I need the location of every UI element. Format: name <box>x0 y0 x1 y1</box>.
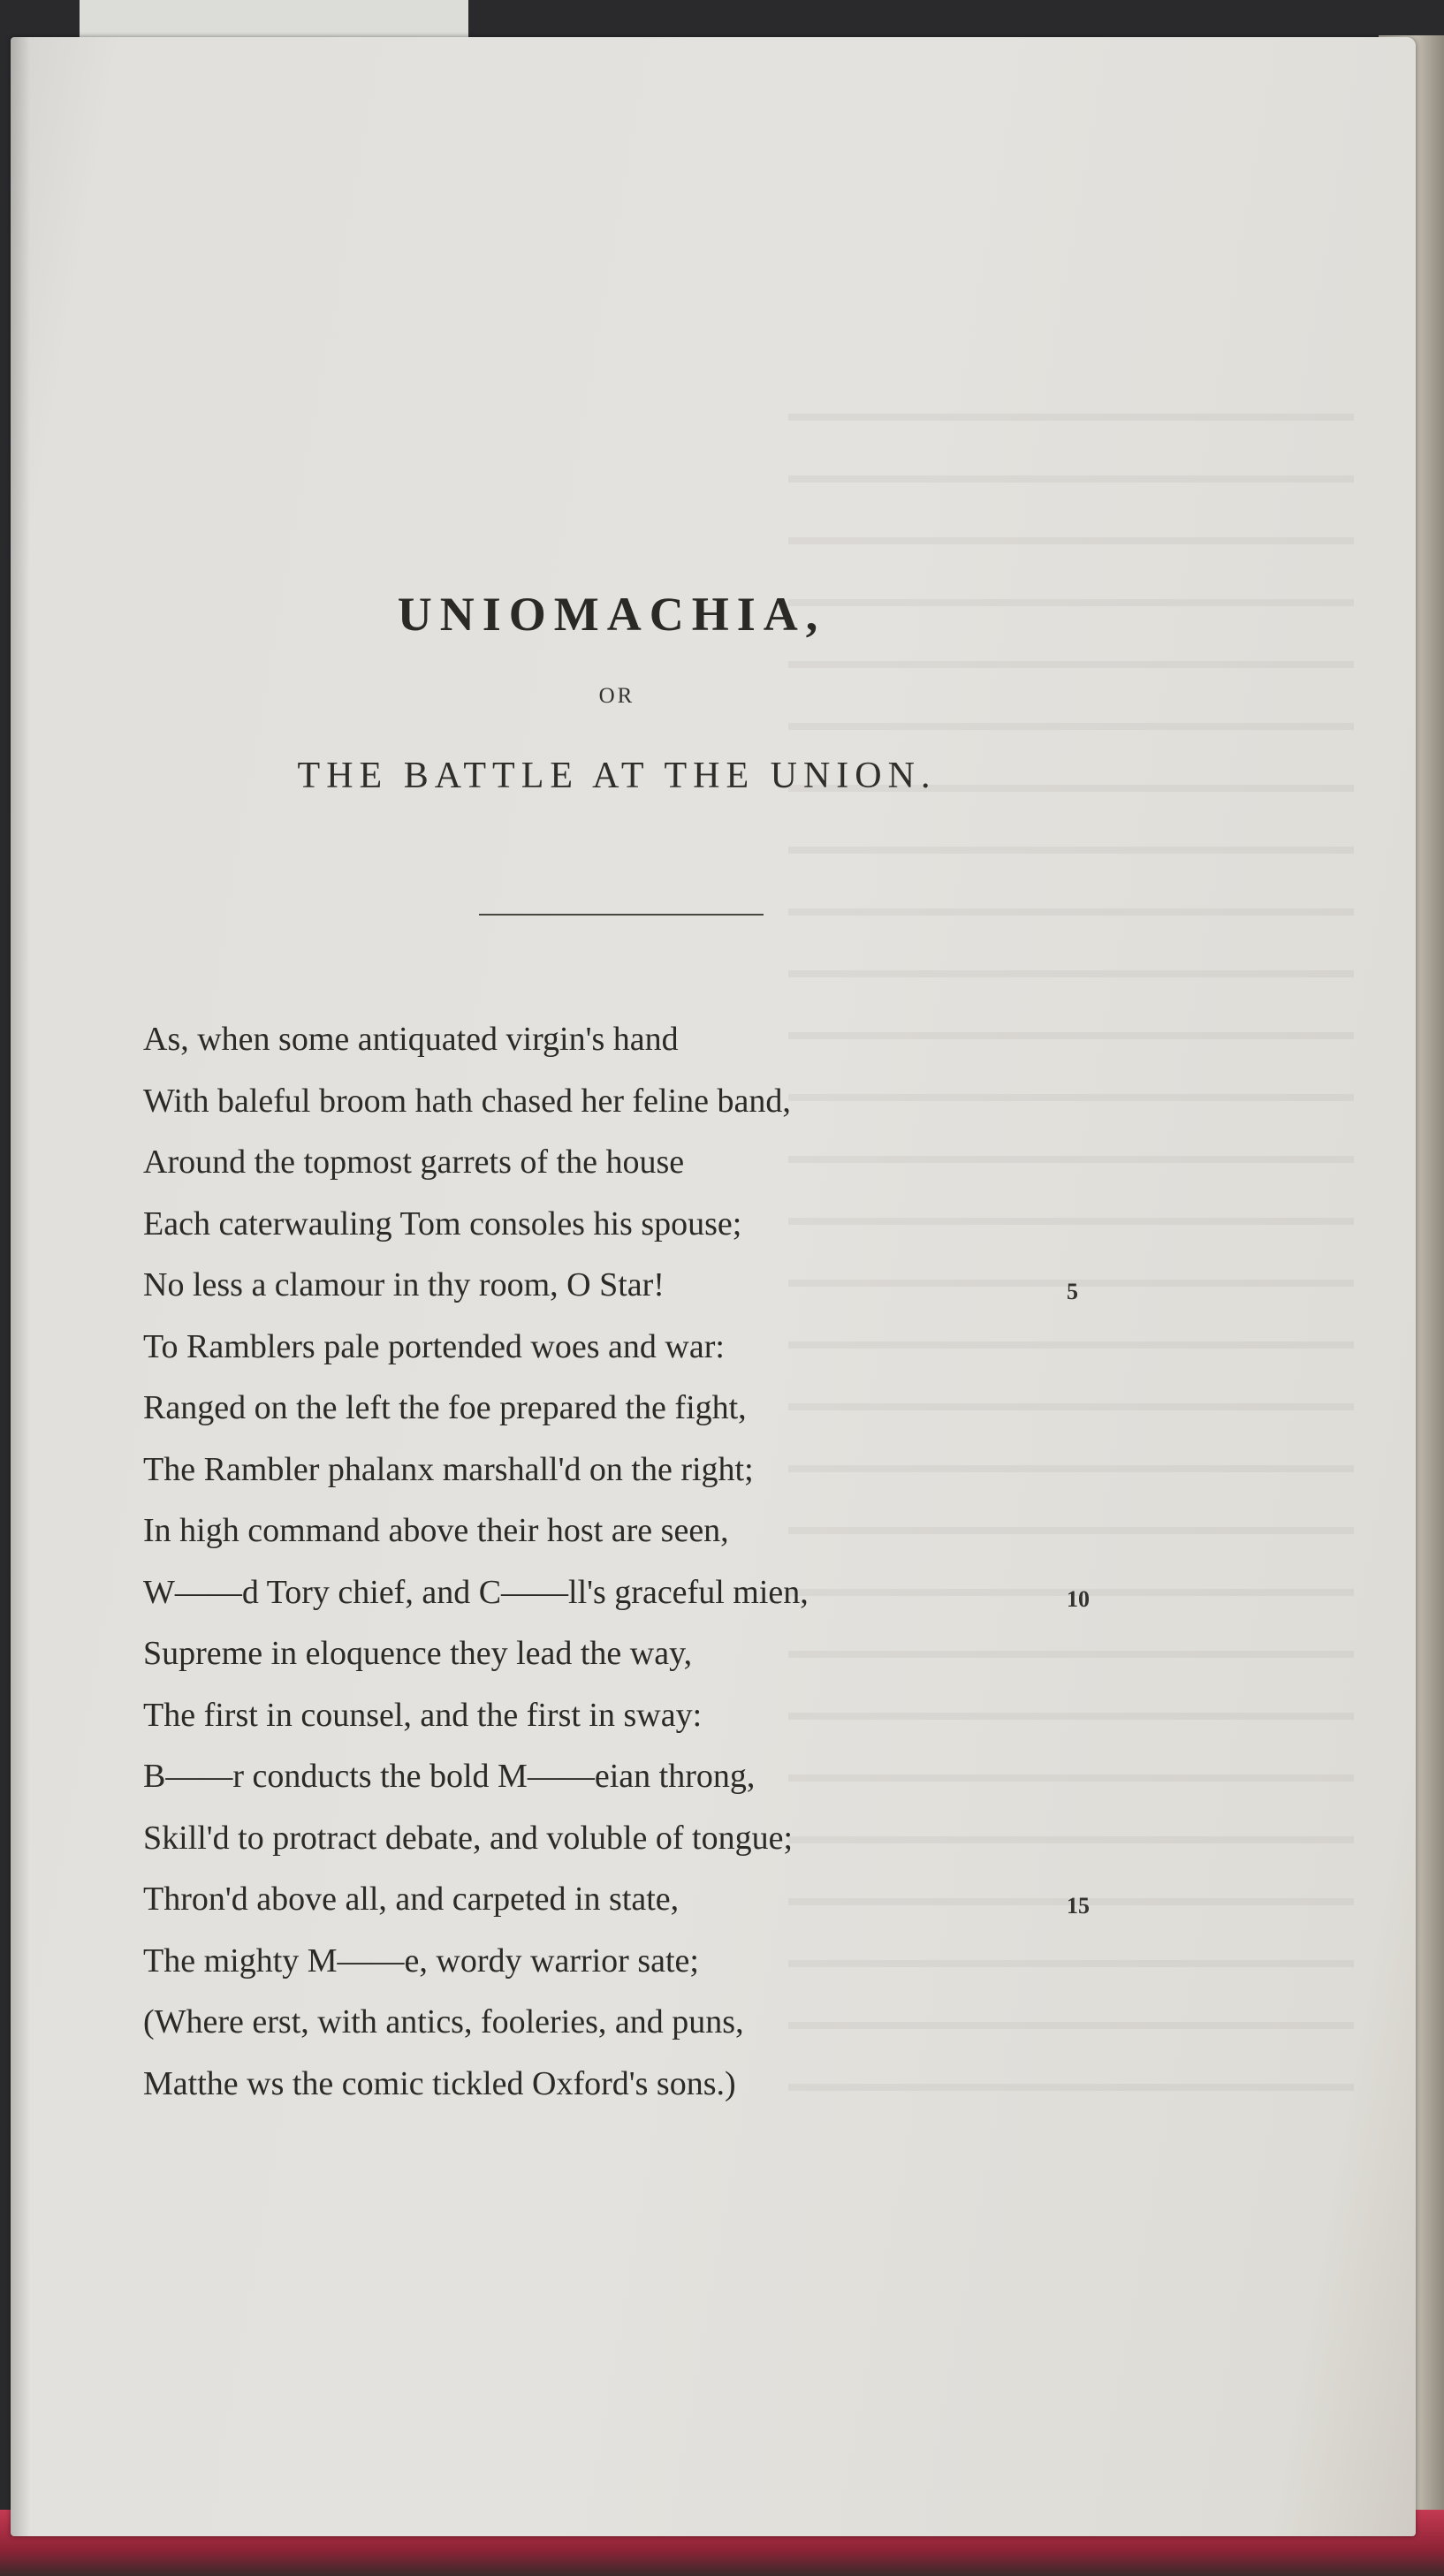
poem-line-text: To Ramblers pale portended woes and war: <box>143 1327 725 1365</box>
poem-line-text: The first in counsel, and the first in sway: <box>143 1696 703 1734</box>
poem-line <box>143 1692 1292 1754</box>
poem-line-text: Skill'd to protract debate, and voluble of tongue; <box>143 1819 794 1857</box>
poem-line <box>143 1447 1292 1508</box>
poem-line <box>143 1999 1292 2061</box>
poem-line-text: Thron'd above all, and carpeted in state, <box>143 1881 680 1918</box>
line-number: 10 <box>1067 1585 1090 1612</box>
poem-line <box>143 1876 1292 1938</box>
poem-line-text: (Where erst, with antics, fooleries, and puns, <box>143 2003 744 2040</box>
poem-subtitle: THE BATTLE AT THE UNION. <box>297 756 937 796</box>
poem-line-text: With baleful broom hath chased her feline band, <box>143 1082 791 1120</box>
poem-line <box>143 1139 1292 1201</box>
poem-line-text: Each caterwauling Tom consoles his spouse; <box>143 1204 742 1242</box>
poem-line <box>143 1630 1292 1692</box>
poem-line-text: B——r conducts the bold M——eian throng, <box>143 1758 756 1795</box>
book-page <box>11 37 1416 2536</box>
poem-line <box>143 1569 1292 1631</box>
poem-line-text: As, when some antiquated virgin's hand <box>143 1021 679 1058</box>
poem-line <box>143 1016 1292 1078</box>
poem-title: UNIOMACHIA, <box>397 588 826 641</box>
poem-line <box>143 1385 1292 1447</box>
poem-line-text: Ranged on the left the foe prepared the fight, <box>143 1389 747 1426</box>
poem-line-text: Supreme in eloquence they lead the way, <box>143 1635 693 1672</box>
line-number: 15 <box>1067 1893 1090 1919</box>
poem-body <box>143 1016 1292 2122</box>
poem-line-text: Around the topmost garrets of the house <box>143 1144 685 1181</box>
line-number: 5 <box>1067 1279 1078 1304</box>
poem-line <box>143 1508 1292 1569</box>
poem-line-text: No less a clamour in thy room, O Star! <box>143 1266 665 1303</box>
poem-line-text: The mighty M——e, wordy warrior sate; <box>143 1941 699 1979</box>
poem-line <box>143 1262 1292 1324</box>
title-or: OR <box>598 684 635 708</box>
poem-line <box>143 1078 1292 1140</box>
poem-line-text: W——d Tory chief, and C——ll's graceful mien, <box>143 1573 809 1611</box>
poem-line-text: The Rambler phalanx marshall'd on the right; <box>143 1450 754 1488</box>
poem-line-text: Matthe ws the comic tickled Oxford's sons.) <box>143 2064 736 2102</box>
poem-line <box>143 2061 1292 2123</box>
poem-line <box>143 1938 1292 2000</box>
poem-line <box>143 1815 1292 1877</box>
title-rule <box>479 914 764 916</box>
poem-line <box>143 1324 1292 1386</box>
poem-line <box>143 1753 1292 1815</box>
page-gutter-shadow <box>11 37 30 2536</box>
poem-line-text: In high command above their host are seen, <box>143 1512 729 1549</box>
poem-line <box>143 1201 1292 1263</box>
